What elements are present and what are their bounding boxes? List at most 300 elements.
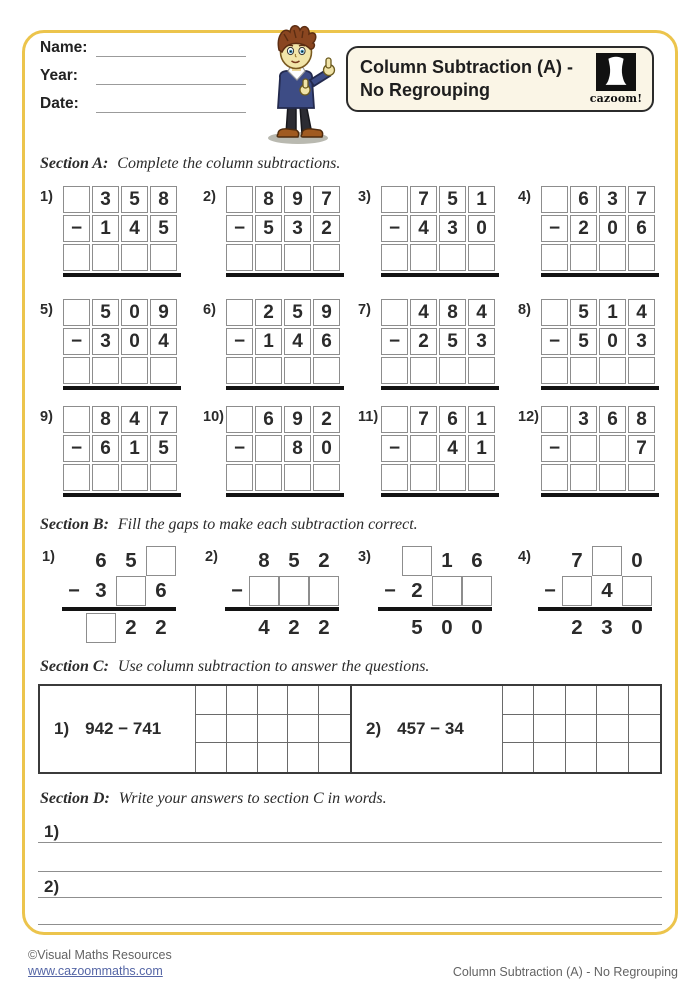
answer-cell[interactable] xyxy=(121,357,148,384)
digit: 2 xyxy=(571,615,583,639)
working-grid-cell[interactable] xyxy=(503,686,534,715)
answer-cell[interactable] xyxy=(541,464,568,491)
gap-fill-problem xyxy=(358,546,492,643)
equals-bar xyxy=(226,386,344,390)
working-grid-cell[interactable] xyxy=(566,686,597,715)
empty-cell xyxy=(226,406,253,433)
working-grid-cell[interactable] xyxy=(258,743,289,772)
answer-cell[interactable] xyxy=(121,464,148,491)
problem-number: 12) xyxy=(518,409,539,425)
equals-bar xyxy=(225,607,339,611)
empty-cell xyxy=(63,299,90,326)
digit: 2 xyxy=(125,615,137,639)
column-subtraction-problem xyxy=(203,406,344,497)
subtrahend-digit-cell: 3 xyxy=(439,215,466,242)
answer-cell[interactable] xyxy=(255,464,282,491)
digit: 3 xyxy=(95,579,107,602)
section-a-label: Section A: xyxy=(40,155,109,172)
working-grid-cell[interactable] xyxy=(534,715,565,744)
subtrahend-digit-cell: 0 xyxy=(468,215,495,242)
subtrahend-digit-cell: 4 xyxy=(410,215,437,242)
working-grid-cell[interactable] xyxy=(503,743,534,772)
footer-doc-title: Column Subtraction (A) - No Regrouping xyxy=(452,965,678,980)
worksheet-title xyxy=(360,56,588,102)
minus-sign-cell: − xyxy=(226,215,253,242)
working-grid-cell[interactable] xyxy=(503,715,534,744)
answer-cell[interactable] xyxy=(92,357,119,384)
problem-number: 5) xyxy=(40,302,53,318)
answer-cell[interactable] xyxy=(570,244,597,271)
minuend-digit-cell: 8 xyxy=(439,299,466,326)
working-grid-cell[interactable] xyxy=(227,743,258,772)
answer-cell[interactable] xyxy=(313,464,340,491)
minuend-digit-cell: 5 xyxy=(439,186,466,213)
spacer xyxy=(378,613,402,643)
minus-sign-cell: − xyxy=(381,328,408,355)
mascot-boy-thumbs-up-icon xyxy=(248,22,352,146)
working-grid-cell[interactable] xyxy=(258,715,289,744)
minuend-digit-cell: 1 xyxy=(468,406,495,433)
digit: 1 xyxy=(441,549,453,572)
problem-number: 1) xyxy=(54,719,70,738)
gap-fill-problem xyxy=(518,546,652,643)
answer-cell[interactable] xyxy=(599,357,626,384)
digit: 2 xyxy=(155,615,167,639)
working-grid-cell[interactable] xyxy=(288,686,319,715)
answer-cell[interactable] xyxy=(599,464,626,491)
gap-box[interactable] xyxy=(309,576,339,606)
digit: 2 xyxy=(288,615,300,639)
working-grid-cell[interactable] xyxy=(319,715,350,744)
digit: 4 xyxy=(258,615,270,639)
answer-cell[interactable] xyxy=(226,464,253,491)
section-b-label: Section B: xyxy=(40,516,109,533)
subtrahend-digit-cell: 4 xyxy=(284,328,311,355)
digit: 6 xyxy=(95,549,107,572)
digit: 5 xyxy=(411,615,423,639)
empty-cell xyxy=(226,186,253,213)
equals-bar xyxy=(381,273,499,277)
minus-sign-cell: − xyxy=(63,215,90,242)
working-grid-cell[interactable] xyxy=(288,715,319,744)
answer-cell[interactable] xyxy=(92,244,119,271)
minus-sign: − xyxy=(384,579,396,602)
answer-cell[interactable] xyxy=(121,244,148,271)
answer-cell[interactable] xyxy=(313,244,340,271)
year-input-line[interactable] xyxy=(96,69,246,85)
minuend-digit-cell: 8 xyxy=(92,406,119,433)
answer-cell[interactable] xyxy=(92,464,119,491)
gap-fill-body xyxy=(538,546,652,643)
minuend-digit-cell: 6 xyxy=(439,406,466,433)
section-c-instruction: Use column subtraction to answer the questions. xyxy=(117,658,430,675)
empty-cell xyxy=(255,435,282,462)
answer-cell[interactable] xyxy=(150,464,177,491)
empty-cell xyxy=(381,406,408,433)
minuend-digit-cell: 7 xyxy=(150,406,177,433)
section-b-heading xyxy=(40,516,418,534)
section-c-box xyxy=(38,684,662,774)
answer-cell[interactable] xyxy=(628,464,655,491)
working-grid-cell[interactable] xyxy=(288,743,319,772)
answer-cell[interactable] xyxy=(255,244,282,271)
cazoommaths-link[interactable]: www.cazoommaths.com xyxy=(28,963,163,978)
answer-line-1-continued[interactable] xyxy=(38,846,662,872)
answer-cell[interactable] xyxy=(599,244,626,271)
subtrahend-digit-cell: 0 xyxy=(599,328,626,355)
minuend-digit-cell: 6 xyxy=(599,406,626,433)
minuend-digit-cell: 0 xyxy=(121,299,148,326)
digit: 2 xyxy=(411,579,423,602)
minuend-digit-cell: 5 xyxy=(284,299,311,326)
gap-box[interactable] xyxy=(432,576,462,606)
minuend-digit-cell: 5 xyxy=(92,299,119,326)
working-grid-cell[interactable] xyxy=(227,686,258,715)
working-grid-cell[interactable] xyxy=(319,686,350,715)
digit: 5 xyxy=(288,549,300,572)
problem-number: 3) xyxy=(358,549,371,565)
cazoom-logo-glyph-icon xyxy=(596,53,636,91)
working-grid-cell[interactable] xyxy=(566,715,597,744)
section-c-problem-2 xyxy=(350,686,660,772)
minuend-digit-cell: 7 xyxy=(313,186,340,213)
subtrahend-digit-cell: 5 xyxy=(255,215,282,242)
minuend-digit-cell: 3 xyxy=(92,186,119,213)
column-subtraction-problem xyxy=(518,406,659,497)
subtrahend-digit-cell: 3 xyxy=(284,215,311,242)
answer-cell[interactable] xyxy=(439,464,466,491)
answer-cell[interactable] xyxy=(410,244,437,271)
subtrahend-row xyxy=(538,576,652,606)
spacer xyxy=(225,613,249,643)
subtraction-grid xyxy=(541,406,655,491)
minuend-digit-cell: 2 xyxy=(313,406,340,433)
year-label: Year: xyxy=(40,67,78,84)
working-grid-cell[interactable] xyxy=(196,715,227,744)
answer-cell[interactable] xyxy=(468,464,495,491)
year-field-row xyxy=(40,66,246,85)
subtraction-grid xyxy=(63,186,177,271)
answer-cell[interactable] xyxy=(226,244,253,271)
subtrahend-digit-cell: 0 xyxy=(121,328,148,355)
section-d-label: Section D: xyxy=(40,790,110,807)
subtrahend-digit-cell: 3 xyxy=(92,328,119,355)
digit: 7 xyxy=(571,549,583,572)
working-grid-cell[interactable] xyxy=(629,686,660,715)
problem-number: 10) xyxy=(203,409,224,425)
minuend-digit-cell: 3 xyxy=(599,186,626,213)
working-grid-cell[interactable] xyxy=(196,743,227,772)
subtraction-grid xyxy=(226,186,340,271)
gap-box[interactable] xyxy=(592,546,622,576)
subtrahend-digit-cell: 3 xyxy=(468,328,495,355)
answer-cell[interactable] xyxy=(439,357,466,384)
subtrahend-digit-cell: 8 xyxy=(284,435,311,462)
answer-row xyxy=(378,613,492,643)
digit: 0 xyxy=(471,615,483,639)
answer-cell[interactable] xyxy=(150,244,177,271)
answer-cell[interactable] xyxy=(439,244,466,271)
gap-box[interactable] xyxy=(279,576,309,606)
minuend-digit-cell: 2 xyxy=(255,299,282,326)
column-subtraction-problem xyxy=(358,186,499,277)
answer-row xyxy=(62,613,176,643)
answer-cell[interactable] xyxy=(541,244,568,271)
empty-cell xyxy=(381,186,408,213)
empty-cell xyxy=(570,435,597,462)
subtrahend-digit-cell: 0 xyxy=(599,215,626,242)
column-subtraction-problem xyxy=(203,299,344,390)
working-grid-cell[interactable] xyxy=(196,686,227,715)
column-subtraction-problem xyxy=(518,186,659,277)
equals-bar xyxy=(541,493,659,497)
subtrahend-row xyxy=(378,576,492,606)
minus-sign-cell: − xyxy=(541,215,568,242)
subtrahend-digit-cell: 3 xyxy=(628,328,655,355)
answer-cell[interactable] xyxy=(410,357,437,384)
gap-box[interactable] xyxy=(562,576,592,606)
answer-cell[interactable] xyxy=(570,464,597,491)
section-a-instruction: Complete the column subtractions. xyxy=(117,155,341,172)
column-subtraction-problem xyxy=(518,299,659,390)
subtrahend-digit-cell: 5 xyxy=(150,215,177,242)
minus-sign-cell: − xyxy=(381,215,408,242)
empty-cell xyxy=(541,299,568,326)
equals-bar xyxy=(62,607,176,611)
digit: 2 xyxy=(318,615,330,639)
problem-number: 9) xyxy=(40,409,53,425)
date-field-row xyxy=(40,94,246,113)
working-grid-cell[interactable] xyxy=(534,743,565,772)
name-field-row xyxy=(40,38,246,57)
answer-cell[interactable] xyxy=(381,357,408,384)
subtraction-grid xyxy=(226,299,340,384)
problem-number: 4) xyxy=(518,549,531,565)
working-grid-cell[interactable] xyxy=(597,715,628,744)
empty-cell xyxy=(63,406,90,433)
spacer xyxy=(62,546,86,576)
gap-box[interactable] xyxy=(86,613,116,643)
gap-fill-problem xyxy=(42,546,176,643)
working-grid-cell[interactable] xyxy=(319,743,350,772)
minuend-digit-cell: 8 xyxy=(255,186,282,213)
spacer xyxy=(62,613,86,643)
answer-cell[interactable] xyxy=(541,357,568,384)
equals-bar xyxy=(63,273,181,277)
section-d-instruction: Write your answers to section C in words. xyxy=(118,790,387,807)
empty-cell xyxy=(541,406,568,433)
equals-bar xyxy=(63,493,181,497)
digit: 5 xyxy=(125,549,137,572)
gap-box[interactable] xyxy=(146,546,176,576)
minus-sign: − xyxy=(544,579,556,602)
name-input-line[interactable] xyxy=(96,41,246,57)
answer-cell[interactable] xyxy=(381,464,408,491)
section-c-heading xyxy=(40,658,429,676)
working-grid-cell[interactable] xyxy=(566,743,597,772)
answer-cell[interactable] xyxy=(628,357,655,384)
minus-sign-cell: − xyxy=(226,435,253,462)
answer-cell[interactable] xyxy=(63,244,90,271)
answer-cell[interactable] xyxy=(284,464,311,491)
date-input-line[interactable] xyxy=(96,97,246,113)
gap-box[interactable] xyxy=(116,576,146,606)
subtrahend-digit-cell: 7 xyxy=(628,435,655,462)
answer-cell[interactable] xyxy=(468,244,495,271)
problem-number: 2) xyxy=(203,189,216,205)
equals-bar xyxy=(381,493,499,497)
empty-cell xyxy=(381,299,408,326)
equals-bar xyxy=(226,493,344,497)
gap-box[interactable] xyxy=(249,576,279,606)
spacer xyxy=(538,613,562,643)
minuend-digit-cell: 4 xyxy=(468,299,495,326)
digit: 0 xyxy=(631,549,643,572)
subtrahend-digit-cell: 4 xyxy=(150,328,177,355)
problem-number: 3) xyxy=(358,189,371,205)
subtraction-expression: 457 − 34 xyxy=(397,719,464,738)
column-subtraction-problem xyxy=(358,406,499,497)
working-grid-2 xyxy=(502,686,660,772)
working-grid-cell[interactable] xyxy=(534,686,565,715)
answer-cell[interactable] xyxy=(284,357,311,384)
spacer xyxy=(225,546,249,576)
column-subtraction-problem xyxy=(203,186,344,277)
answer-line-2[interactable] xyxy=(38,870,662,898)
minus-sign: − xyxy=(231,579,243,602)
subtrahend-digit-cell: 6 xyxy=(313,328,340,355)
subtrahend-digit-cell: 5 xyxy=(150,435,177,462)
subtraction-grid xyxy=(541,186,655,271)
answer-line-2-continued[interactable] xyxy=(38,900,662,925)
minus-sign-cell: − xyxy=(541,435,568,462)
subtrahend-digit-cell: 4 xyxy=(121,215,148,242)
digit: 6 xyxy=(155,579,167,602)
empty-cell xyxy=(226,299,253,326)
minuend-row xyxy=(538,546,652,576)
answer-row xyxy=(538,613,652,643)
working-grid-cell[interactable] xyxy=(227,715,258,744)
subtrahend-digit-cell: 1 xyxy=(121,435,148,462)
subtraction-grid xyxy=(63,299,177,384)
title-line-2: No Regrouping xyxy=(360,80,490,100)
working-grid-cell[interactable] xyxy=(597,686,628,715)
subtrahend-row xyxy=(62,576,176,606)
answer-cell[interactable] xyxy=(410,464,437,491)
gap-box[interactable] xyxy=(622,576,652,606)
subtrahend-digit-cell: 5 xyxy=(570,328,597,355)
section-a-heading xyxy=(40,155,340,173)
minuend-row xyxy=(225,546,339,576)
minus-sign-cell: − xyxy=(381,435,408,462)
minus-sign: − xyxy=(68,579,80,602)
subtrahend-digit-cell: 2 xyxy=(313,215,340,242)
answer-cell[interactable] xyxy=(381,244,408,271)
empty-cell xyxy=(63,186,90,213)
subtraction-expression: 942 − 741 xyxy=(85,719,162,738)
cazoom-logo-text: cazoom! xyxy=(589,92,643,105)
answer-cell[interactable] xyxy=(150,357,177,384)
equals-bar xyxy=(541,386,659,390)
minus-sign-cell: − xyxy=(226,328,253,355)
minuend-digit-cell: 4 xyxy=(410,299,437,326)
minus-sign-cell: − xyxy=(63,328,90,355)
digit: 2 xyxy=(318,549,330,572)
problem-number: 2) xyxy=(366,719,382,738)
working-grid-cell[interactable] xyxy=(597,743,628,772)
copyright-text: ©Visual Maths Resources xyxy=(28,948,172,962)
minuend-digit-cell: 8 xyxy=(628,406,655,433)
working-grid-cell[interactable] xyxy=(258,686,289,715)
title-line-1: Column Subtraction (A) - xyxy=(360,56,573,77)
minuend-digit-cell: 7 xyxy=(410,186,437,213)
working-grid-cell[interactable] xyxy=(629,743,660,772)
answer-cell[interactable] xyxy=(570,357,597,384)
name-label: Name: xyxy=(40,39,88,56)
digit: 6 xyxy=(471,549,483,572)
problem-number: 2) xyxy=(205,549,218,565)
working-grid-cell[interactable] xyxy=(629,715,660,744)
subtrahend-row xyxy=(225,576,339,606)
answer-cell[interactable] xyxy=(284,244,311,271)
problem-number: 7) xyxy=(358,302,371,318)
answer-line-1[interactable] xyxy=(38,812,662,843)
section-c-problem-1-text xyxy=(40,686,195,772)
answer-cell[interactable] xyxy=(63,464,90,491)
answer-cell[interactable] xyxy=(313,357,340,384)
digit: 8 xyxy=(258,549,270,572)
problem-number: 4) xyxy=(518,189,531,205)
equals-bar xyxy=(63,386,181,390)
subtraction-grid xyxy=(226,406,340,491)
digit: 4 xyxy=(601,579,613,602)
minus-sign-cell: − xyxy=(541,328,568,355)
page-footer xyxy=(28,948,678,979)
answer-cell[interactable] xyxy=(255,357,282,384)
subtrahend-digit-cell: 1 xyxy=(468,435,495,462)
subtrahend-digit-cell: 0 xyxy=(313,435,340,462)
minuend-digit-cell: 6 xyxy=(570,186,597,213)
subtraction-grid xyxy=(381,406,495,491)
answer-cell[interactable] xyxy=(468,357,495,384)
cazoom-logo xyxy=(588,53,644,105)
column-subtraction-problem xyxy=(40,406,181,497)
minuend-digit-cell: 6 xyxy=(255,406,282,433)
answer-cell[interactable] xyxy=(628,244,655,271)
minuend-digit-cell: 3 xyxy=(570,406,597,433)
minuend-row xyxy=(62,546,176,576)
equals-bar xyxy=(381,386,499,390)
column-subtraction-problem xyxy=(358,299,499,390)
gap-box[interactable] xyxy=(402,546,432,576)
student-fields xyxy=(40,38,246,122)
minuend-digit-cell: 5 xyxy=(121,186,148,213)
minuend-digit-cell: 9 xyxy=(313,299,340,326)
answer-cell[interactable] xyxy=(63,357,90,384)
working-grid-1 xyxy=(195,686,350,772)
problem-number: 11) xyxy=(358,409,379,425)
answer-cell[interactable] xyxy=(226,357,253,384)
column-subtraction-problem xyxy=(40,186,181,277)
gap-box[interactable] xyxy=(462,576,492,606)
subtrahend-digit-cell: 1 xyxy=(255,328,282,355)
section-d-heading xyxy=(40,790,387,808)
subtrahend-digit-cell: 2 xyxy=(570,215,597,242)
footer-credit xyxy=(28,948,172,979)
subtrahend-digit-cell: 4 xyxy=(439,435,466,462)
equals-bar xyxy=(378,607,492,611)
subtrahend-digit-cell: 6 xyxy=(92,435,119,462)
